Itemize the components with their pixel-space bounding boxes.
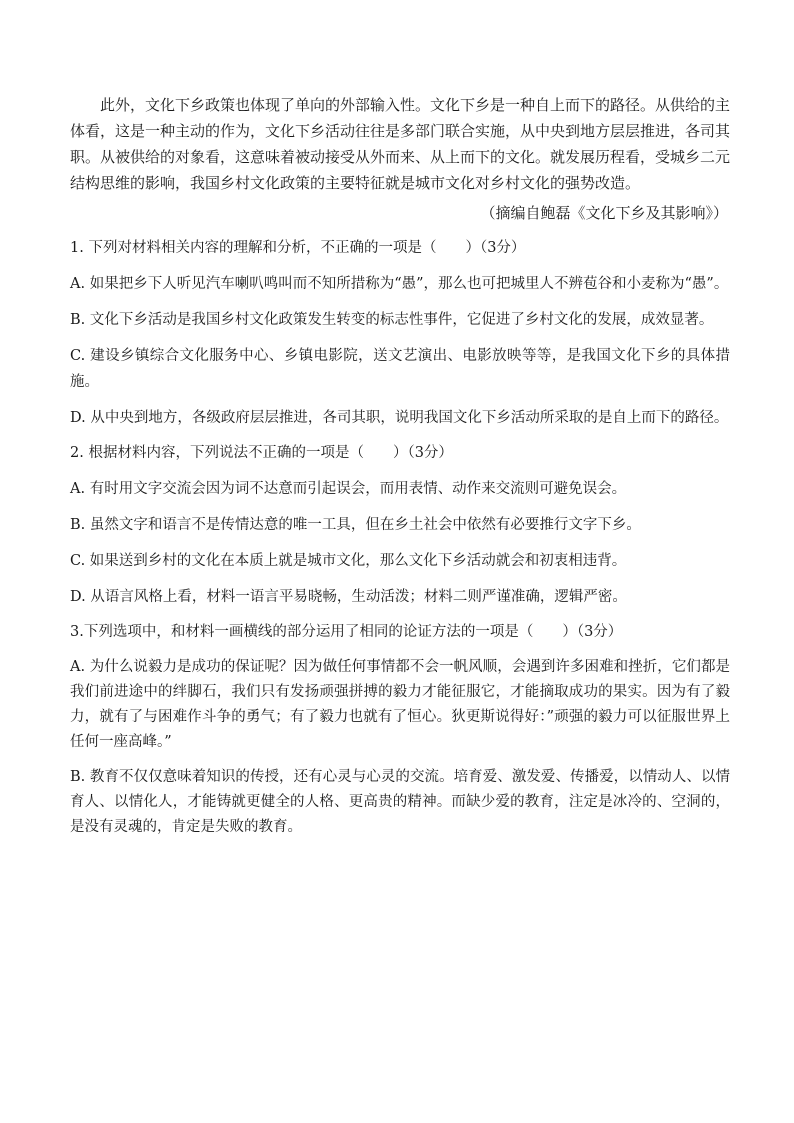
question-1-option-b: B. 文化下乡活动是我国乡村文化政策发生转变的标志性事件，它促进了乡村文化的发展，成效显著。: [70, 312, 714, 328]
question-2-option-d: D. 从语言风格上看，材料一语言平易晓畅，生动活泼；材料二则严谨准确，逻辑严密。: [70, 589, 627, 605]
question-1-option-a: A. 如果把乡下人听见汽车喇叭鸣叫而不知所措称为“愚”，那么也可把城里人不辨苞谷和小麦称为“愚”。: [70, 276, 729, 292]
passage-paragraph: 此外，文化下乡政策也体现了单向的外部输入性。文化下乡是一种自上而下的路径。从供给的主体看，这是一种主动的作为，文化下乡活动往往是多部门联合实施，从中央到地方层层推进，各司其职。从被供给的对象看，这意味着被动接受从外而来、从上而下的文化。就发展历程看，受城乡二元结构思维的影响，我国乡村文化政策的主要特征就是城市文化对乡村文化的强势改造。: [70, 96, 731, 192]
question-3-option-b: B. 教育不仅仅意味着知识的传授，还有心灵与心灵的交流。培育爱、激发爱、传播爱，以情动人、以情育人、以情化人，才能铸就更健全的人格、更高贵的精神。而缺少爱的教育，注定是冰冷的、空洞的，是没有灵魂的，肯定是失败的教育。: [70, 769, 730, 835]
question-1-stem: 1. 下列对材料相关内容的理解和分析，不正确的一项是（ ）（3分）: [70, 240, 526, 256]
passage-source: （摘编自鲍磊《文化下乡及其影响》）: [480, 204, 728, 222]
question-3-option-a: A. 为什么说毅力是成功的保证呢？因为做任何事情都不会一帆风顺，会遇到许多困难和挫折，它们都是我们前进途中的绊脚石，我们只有发扬顽强拼搏的毅力才能征服它，才能摘取成功的果实。因为有了毅力，就有了与困难作斗争的勇气；有了毅力也就有了恒心。狄更斯说得好：”顽强的毅力可以征服世界上任何一座高峰。”: [70, 659, 730, 750]
question-1-option-d: D. 从中央到地方，各级政府层层推进，各司其职，说明我国文化下乡活动所采取的是自上而下的路径。: [70, 410, 729, 426]
question-3-stem: 3.下列选项中，和材料一画横线的部分运用了相同的论证方法的一项是（ ）（3分）: [70, 624, 623, 640]
question-2-stem: 2. 根据材料内容，下列说法不正确的一项是（ ）（3分）: [70, 445, 453, 461]
question-1-option-c: C. 建设乡镇综合文化服务中心、乡镇电影院，送文艺演出、电影放映等等，是我国文化下乡的具体措施。: [70, 348, 730, 390]
question-2-option-c: C. 如果送到乡村的文化在本质上就是城市文化，那么文化下乡活动就会和初衷相违背。: [70, 553, 627, 569]
document-page: [70, 92, 730, 840]
question-2-option-a: A. 有时用文字交流会因为词不达意而引起误会，而用表情、动作来交流则可避免误会。: [70, 481, 627, 497]
question-2-option-b: B. 虽然文字和语言不是传情达意的唯一工具，但在乡土社会中依然有必要推行文字下乡。: [70, 517, 641, 533]
